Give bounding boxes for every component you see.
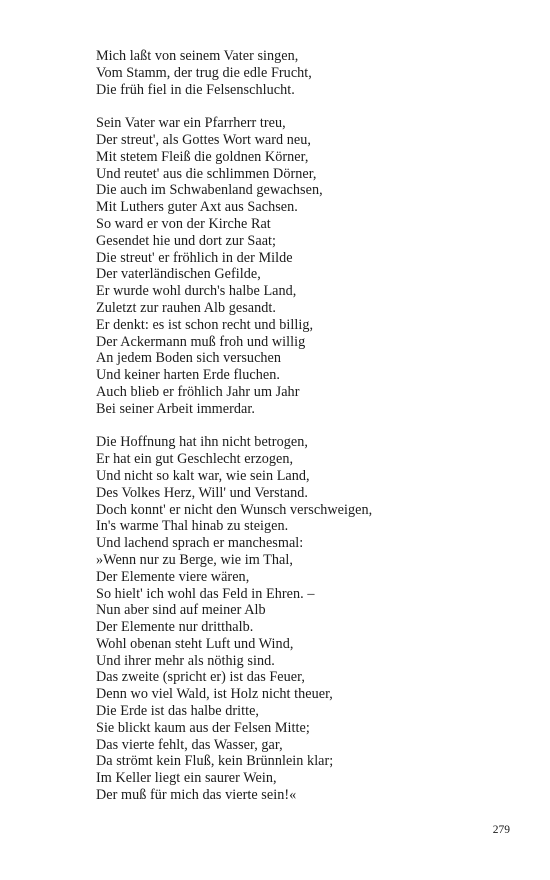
- verse-line: An jedem Boden sich versuchen: [96, 350, 282, 367]
- verse-line: Sie blickt kaum aus der Felsen Mitte;: [96, 719, 310, 736]
- verse-line: Der streut', als Gottes Wort ward neu,: [96, 131, 312, 148]
- verse-line: Doch konnt' er nicht den Wunsch verschweigen,: [96, 501, 373, 518]
- verse-line: Nun aber sind auf meiner Alb: [96, 602, 266, 619]
- verse-line: Auch blieb er fröhlich Jahr um Jahr: [96, 383, 300, 400]
- verse-line: Zuletzt zur rauhen Alb gesandt.: [96, 299, 277, 316]
- verse-line: Der vaterländischen Gefilde,: [96, 266, 261, 283]
- verse-line: So ward er von der Kirche Rat: [96, 215, 271, 232]
- verse-line: Die Hoffnung hat ihn nicht betrogen,: [96, 434, 308, 451]
- verse-line: Die Erde ist das halbe dritte,: [96, 703, 260, 720]
- verse-line: Bei seiner Arbeit immerdar.: [96, 400, 255, 417]
- verse-line: Vom Stamm, der trug die edle Frucht,: [96, 64, 312, 81]
- verse-line: Des Volkes Herz, Will' und Verstand.: [96, 484, 308, 501]
- stanza-2: [96, 115, 516, 417]
- verse-line: Die auch im Schwabenland gewachsen,: [96, 182, 323, 199]
- verse-line: Und keiner harten Erde fluchen.: [96, 367, 280, 384]
- verse-line: Der muß für mich das vierte sein!«: [96, 787, 297, 804]
- verse-line: Im Keller liegt ein saurer Wein,: [96, 770, 277, 787]
- verse-line: Denn wo viel Wald, ist Holz nicht theuer,: [96, 686, 333, 703]
- verse-line: Mit Luthers guter Axt aus Sachsen.: [96, 199, 298, 216]
- verse-line: Das zweite (spricht er) ist das Feuer,: [96, 669, 305, 686]
- verse-line: »Wenn nur zu Berge, wie im Thal,: [96, 551, 293, 568]
- poem-text: [96, 48, 516, 821]
- verse-line: Und lachend sprach er manchesmal:: [96, 535, 304, 552]
- verse-line: Gesendet hie und dort zur Saat;: [96, 232, 277, 249]
- verse-line: Und ihrer mehr als nöthig sind.: [96, 652, 275, 669]
- verse-line: Mich laßt von seinem Vater singen,: [96, 48, 299, 64]
- verse-line: Wohl obenan steht Luft und Wind,: [96, 635, 294, 652]
- verse-line: Der Ackermann muß froh und willig: [96, 333, 306, 350]
- stanza-3: [96, 434, 516, 804]
- verse-line: Die früh fiel in die Felsenschlucht.: [96, 81, 295, 98]
- page-number: 279: [492, 824, 510, 836]
- verse-line: Er hat ein gut Geschlecht erzogen,: [96, 451, 294, 468]
- verse-line: In's warme Thal hinab zu steigen.: [96, 518, 289, 535]
- stanza-1: [96, 48, 516, 98]
- verse-line: Er denkt: es ist schon recht und billig,: [96, 316, 314, 333]
- verse-line: Die streut' er fröhlich in der Milde: [96, 249, 293, 266]
- verse-line: Sein Vater war ein Pfarrherr treu,: [96, 115, 286, 132]
- verse-line: Mit stetem Fleiß die goldnen Körner,: [96, 148, 309, 165]
- verse-line: Der Elemente viere wären,: [96, 568, 250, 585]
- verse-line: Das vierte fehlt, das Wasser, gar,: [96, 736, 283, 753]
- verse-line: So hielt' ich wohl das Feld in Ehren. –: [96, 585, 315, 602]
- verse-line: Der Elemente nur dritthalb.: [96, 619, 254, 636]
- verse-line: Und nicht so kalt war, wie sein Land,: [96, 467, 310, 484]
- verse-line: Da strömt kein Fluß, kein Brünnlein klar;: [96, 753, 334, 770]
- verse-line: Er wurde wohl durch's halbe Land,: [96, 283, 297, 300]
- verse-line: Und reutet' aus die schlimmen Dörner,: [96, 165, 317, 182]
